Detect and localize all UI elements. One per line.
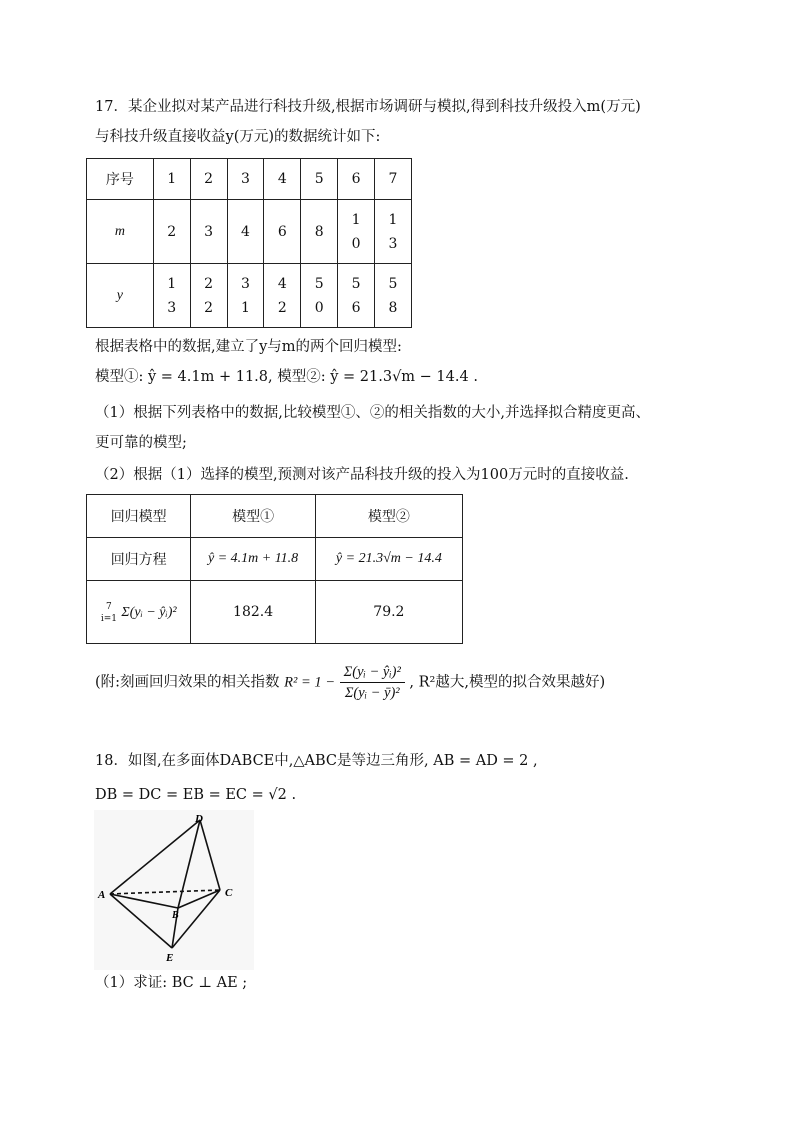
table-cell: 5 0: [301, 264, 338, 328]
polyhedron-figure: [94, 810, 254, 970]
part2-line: （2）根据（1）选择的模型,预测对该产品科技升级的投入为100万元时的直接收益.: [95, 467, 629, 483]
model-table: [86, 494, 463, 644]
label-e: E: [166, 952, 174, 964]
table-row: [87, 200, 412, 264]
part1-line2: 更可靠的模型;: [95, 435, 187, 451]
header-cell: 5: [301, 159, 338, 200]
row-label-y: y: [87, 264, 154, 328]
value-cell: 79.2: [315, 581, 462, 644]
header-cell: 回归模型: [87, 495, 191, 538]
data-table: [86, 158, 412, 328]
table-cell: 1 3: [375, 200, 412, 264]
q18-part1: （1）求证: BC ⊥ AE ;: [95, 975, 248, 991]
q17-line2: 与科技升级直接收益y(万元)的数据统计如下:: [95, 129, 381, 145]
table-cell: 4 2: [264, 264, 301, 328]
label-b: B: [172, 910, 179, 921]
header-cell: 6: [338, 159, 375, 200]
table-cell: 1 3: [153, 264, 190, 328]
table-cell: 3 1: [227, 264, 264, 328]
value-cell: 182.4: [191, 581, 315, 644]
table-row: [87, 538, 463, 581]
table-row: [87, 581, 463, 644]
note-line: (附:刻画回归效果的相关指数 R² = 1 − $\frac{\text{Σ(yᵢ − ŷᵢ)²}}{\text{Σ(yᵢ − ȳ)²}}$ , R²越大,模型的拟合效果越好): [95, 664, 606, 701]
table-cell: 8: [301, 200, 338, 264]
table-cell: 4: [227, 200, 264, 264]
header-cell: 模型①: [191, 495, 315, 538]
table-row: [87, 495, 463, 538]
table-cell: 2 2: [190, 264, 227, 328]
row-label-m: m: [87, 200, 154, 264]
header-cell: 1: [153, 159, 190, 200]
table-cell: 1 0: [338, 200, 375, 264]
equation-cell: ŷ = 21.3√m − 14.4: [315, 538, 462, 581]
label-c: C: [225, 887, 233, 899]
table-cell: 2: [153, 200, 190, 264]
header-cell: 2: [190, 159, 227, 200]
q18-line2: DB = DC = EB = EC = √2 .: [95, 787, 297, 803]
table-cell: 5 8: [375, 264, 412, 328]
q17-line1: 17．某企业拟对某产品进行科技升级,根据市场调研与模拟,得到科技升级投入m(万元): [95, 99, 641, 115]
q17-line3: 根据表格中的数据,建立了y与m的两个回归模型:: [95, 339, 402, 355]
equation-cell: ŷ = 4.1m + 11.8: [191, 538, 315, 581]
table-cell: 6: [264, 200, 301, 264]
table-row: [87, 159, 412, 200]
label-d: D: [195, 813, 203, 825]
header-cell: 模型②: [315, 495, 462, 538]
table-cell: 3: [190, 200, 227, 264]
part1-line1: （1）根据下列表格中的数据,比较模型①、②的相关指数的大小,并选择拟合精度更高、: [95, 405, 650, 421]
row-label: 回归方程: [87, 538, 191, 581]
label-a: A: [98, 889, 106, 901]
header-cell: 4: [264, 159, 301, 200]
q18-line1: 18．如图,在多面体DABCE中,△ABC是等边三角形, AB = AD = 2 ,: [95, 753, 538, 769]
model-line: 模型①: ŷ = 4.1m + 11.8, 模型②: ŷ = 21.3√m − 14.4 .: [95, 369, 478, 385]
table-row: [87, 264, 412, 328]
header-cell: 7: [375, 159, 412, 200]
sum-label-cell: 7 i=1 Σ(yᵢ − ŷᵢ)²: [87, 581, 191, 644]
header-cell: 序号: [87, 159, 154, 200]
header-cell: 3: [227, 159, 264, 200]
table-cell: 5 6: [338, 264, 375, 328]
